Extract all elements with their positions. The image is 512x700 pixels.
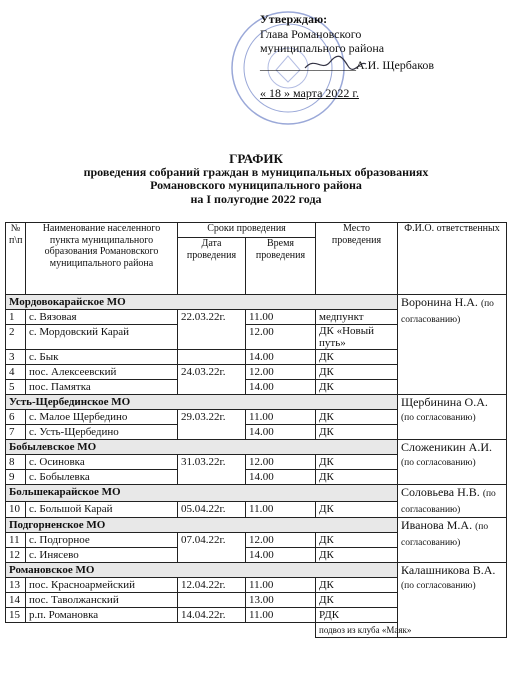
approval-block xyxy=(260,12,434,101)
row-location: ДК xyxy=(316,593,398,608)
row-number: 12 xyxy=(6,548,26,563)
group-name: Большекарайское МО xyxy=(6,485,398,502)
header-place: Наименование населенного пункта муниципального образования Романовского муниципального района xyxy=(26,223,178,295)
group-name: Подгорненское МО xyxy=(6,518,398,533)
title-line3: Романовского муниципального района xyxy=(150,178,362,192)
approval-signature-line: ________________А.И. Щербаков xyxy=(260,57,435,72)
row-time: 11.00 xyxy=(246,501,316,518)
row-number: 7 xyxy=(6,425,26,440)
group-row xyxy=(6,563,507,578)
row-number: 15 xyxy=(6,608,26,623)
row-number: 11 xyxy=(6,533,26,548)
row-date: 29.03.22г. xyxy=(178,410,246,440)
row-place: с. Осиновка xyxy=(26,455,178,470)
row-time: 13.00 xyxy=(246,593,316,608)
row-time: 14.00 xyxy=(246,548,316,563)
row-date: 07.04.22г. xyxy=(178,533,246,563)
responsible-note: (по согласованию) xyxy=(401,458,476,468)
group-row xyxy=(6,518,507,533)
row-location: ДК xyxy=(316,533,398,548)
header-responsible: Ф.И.О. ответственных xyxy=(398,223,507,295)
row-location: ДК xyxy=(316,350,398,365)
group-name: Усть-Щербединское МО xyxy=(6,395,398,410)
row-location: ДК xyxy=(316,455,398,470)
responsible-name: Соловьева Н.В. xyxy=(401,485,480,499)
group-row xyxy=(6,295,507,310)
row-date xyxy=(178,350,246,365)
row-place: с. Большой Карай xyxy=(26,501,178,518)
row-number: 2 xyxy=(6,325,26,350)
empty-cell xyxy=(6,623,316,638)
row-location: РДК xyxy=(316,608,398,623)
row-time: 11.00 xyxy=(246,578,316,593)
row-location: ДК xyxy=(316,365,398,380)
row-location: медпункт xyxy=(316,310,398,325)
row-place: с. Бобылевка xyxy=(26,470,178,485)
row-location: ДК xyxy=(316,470,398,485)
row-location: ДК xyxy=(316,410,398,425)
responsible-note: (по согласованию) xyxy=(401,413,476,423)
row-time: 11.00 xyxy=(246,410,316,425)
row-time: 11.00 xyxy=(246,608,316,623)
header-num: № п\п xyxy=(6,223,26,295)
header-date: Дата проведения xyxy=(178,238,246,295)
row-time: 14.00 xyxy=(246,380,316,395)
approval-date: « 18 » марта 2022 г. xyxy=(260,86,359,100)
row-time: 12.00 xyxy=(246,365,316,380)
group-name: Романовское МО xyxy=(6,563,398,578)
row-place: с. Усть-Щербедино xyxy=(26,425,178,440)
header-terms: Сроки проведения xyxy=(178,223,316,238)
row-place: с. Бык xyxy=(26,350,178,365)
responsible-name: Воронина Н.А. xyxy=(401,295,478,309)
row-number: 14 xyxy=(6,593,26,608)
row-number: 5 xyxy=(6,380,26,395)
row-time: 11.00 xyxy=(246,310,316,325)
row-time: 14.00 xyxy=(246,350,316,365)
row-date: 24.03.22г. xyxy=(178,365,246,395)
header-time: Время проведения xyxy=(246,238,316,295)
row-number: 4 xyxy=(6,365,26,380)
row-time: 12.00 xyxy=(246,455,316,470)
title-line2: проведения собраний граждан в муниципальных образованиях xyxy=(83,164,429,179)
group-row xyxy=(6,395,507,410)
row-number: 13 xyxy=(6,578,26,593)
row-place: пос. Красноармейский xyxy=(26,578,178,593)
schedule-body xyxy=(6,295,507,638)
responsible-note: (по согласованию) xyxy=(401,581,476,591)
row-date xyxy=(178,593,246,608)
responsible-note: (по согласованию) xyxy=(401,522,489,548)
row-time: 12.00 xyxy=(246,533,316,548)
row-place: с. Мордовский Карай xyxy=(26,325,178,350)
row-place: с. Подгорное xyxy=(26,533,178,548)
approval-line1: Глава Романовского xyxy=(260,26,362,41)
approval-line2: муниципального района xyxy=(260,41,385,55)
row-number: 9 xyxy=(6,470,26,485)
row-place: пос. Памятка xyxy=(26,380,178,395)
row-time: 14.00 xyxy=(246,425,316,440)
footer-note: подвоз из клуба «Маяк» xyxy=(316,623,398,638)
row-location: ДК xyxy=(316,548,398,563)
row-date: 31.03.22г. xyxy=(178,455,246,485)
header-location: Место проведения xyxy=(316,223,398,295)
responsible-cell xyxy=(398,518,507,563)
row-number: 8 xyxy=(6,455,26,470)
row-place: с. Инясево xyxy=(26,548,178,563)
group-name: Мордовокарайское МО xyxy=(6,295,398,310)
row-location: ДК xyxy=(316,501,398,518)
row-number: 6 xyxy=(6,410,26,425)
approval-heading: Утверждаю: xyxy=(260,12,328,26)
row-number: 10 xyxy=(6,501,26,518)
schedule-table xyxy=(5,222,507,638)
row-date: 05.04.22г. xyxy=(178,501,246,518)
responsible-name: Сложеникин А.И. xyxy=(401,440,493,454)
row-place: пос. Алексеевский xyxy=(26,365,178,380)
row-date: 14.04.22г. xyxy=(178,608,246,623)
row-time: 12.00 xyxy=(246,325,316,350)
responsible-cell xyxy=(398,395,507,440)
row-date: 12.04.22г. xyxy=(178,578,246,593)
row-place: с. Вязовая xyxy=(26,310,178,325)
row-number: 1 xyxy=(6,310,26,325)
group-name: Бобылевское МО xyxy=(6,440,398,455)
responsible-name: Иванова М.А. xyxy=(401,518,473,532)
responsible-note: (по согласованию) xyxy=(401,299,494,325)
row-location: ДК «Новый путь» xyxy=(316,325,398,350)
responsible-cell xyxy=(398,485,507,518)
row-place: пос. Таволжанский xyxy=(26,593,178,608)
responsible-name: Калашникова В.А. xyxy=(401,563,496,577)
row-place: р.п. Романовка xyxy=(26,608,178,623)
document-title xyxy=(0,152,512,206)
row-location: ДК xyxy=(316,578,398,593)
title-line4: на I полугодие 2022 года xyxy=(190,191,322,206)
responsible-cell xyxy=(398,563,507,638)
row-number: 3 xyxy=(6,350,26,365)
row-location: ДК xyxy=(316,380,398,395)
row-time: 14.00 xyxy=(246,470,316,485)
title-line1: ГРАФИК xyxy=(229,151,283,166)
responsible-cell xyxy=(398,440,507,485)
responsible-name: Щербинина О.А. xyxy=(401,395,488,409)
group-row xyxy=(6,485,507,502)
row-location: ДК xyxy=(316,425,398,440)
responsible-cell xyxy=(398,295,507,395)
row-date: 22.03.22г. xyxy=(178,310,246,350)
responsible-note: (по согласованию) xyxy=(401,489,496,515)
group-row xyxy=(6,440,507,455)
row-place: с. Малое Щербедино xyxy=(26,410,178,425)
